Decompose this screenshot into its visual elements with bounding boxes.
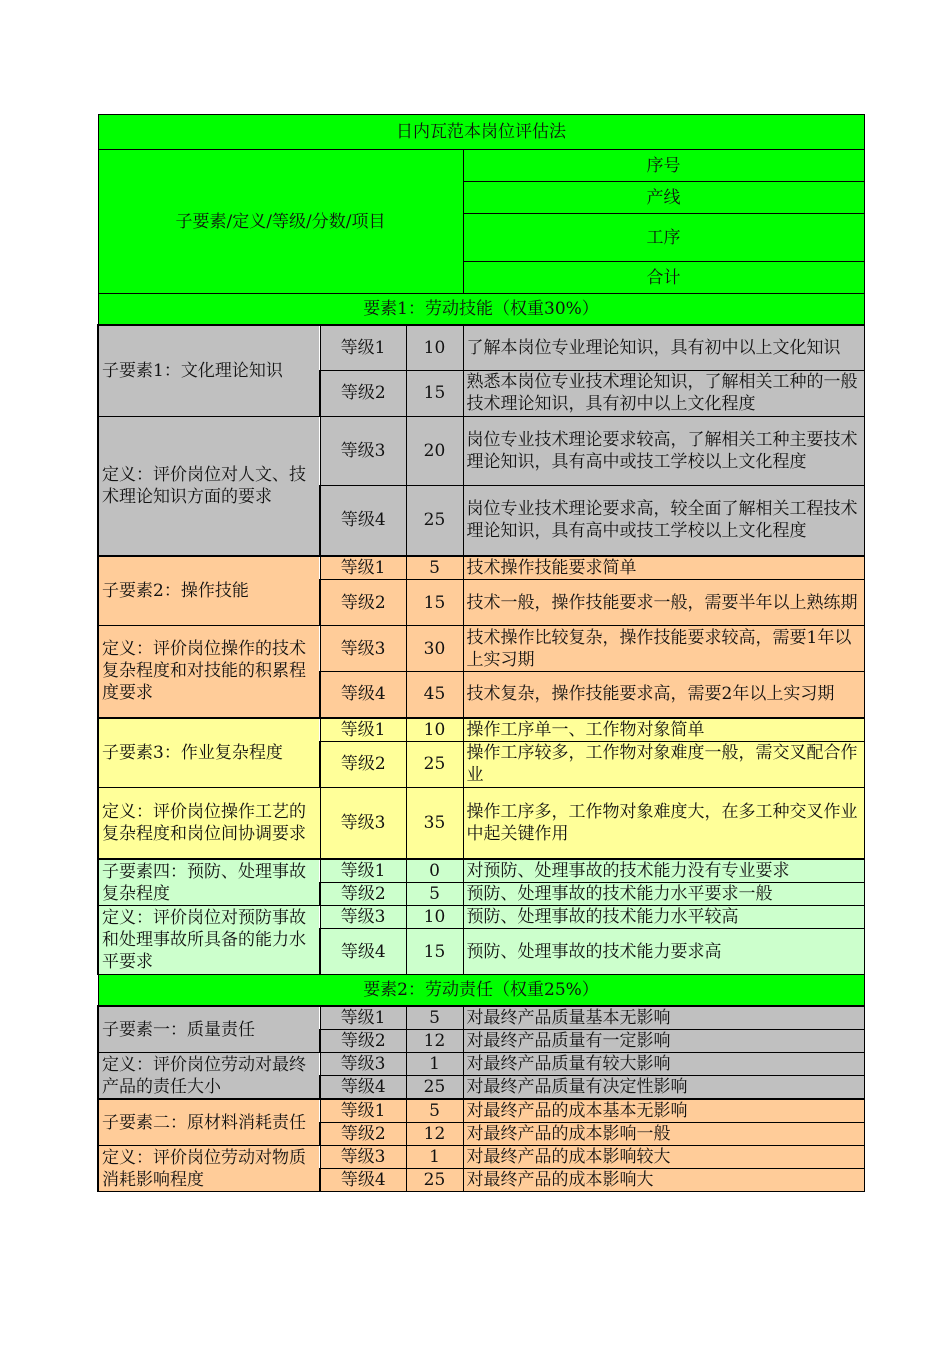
level-description: 对最终产品的成本影响一般 (463, 1123, 864, 1146)
sub-element-name: 子要素1：文化理论知识 (98, 325, 320, 416)
level-description: 预防、处理事故的技术能力水平要求一般 (463, 883, 864, 906)
level-score: 25 (406, 1076, 463, 1100)
level-score: 5 (406, 883, 463, 906)
level-description: 对最终产品质量有决定性影响 (463, 1076, 864, 1100)
sub-element-definition: 定义：评价岗位劳动对物质消耗影响程度 (98, 1146, 320, 1192)
level-description: 对最终产品的成本基本无影响 (463, 1099, 864, 1123)
level-description: 岗位专业技术理论要求高，较全面了解相关工程技术理论知识，具有高中或技工学校以上文化程度 (463, 485, 864, 556)
level-score: 12 (406, 1030, 463, 1053)
level-label: 等级4 (320, 1169, 406, 1192)
level-description: 操作工序较多，工作物对象难度一般，需交叉配合作业 (463, 741, 864, 787)
sub-element-name: 子要素四：预防、处理事故复杂程度 (98, 859, 320, 906)
level-description: 操作工序多，工作物对象难度大，在多工种交叉作业中起关键作用 (463, 787, 864, 859)
level-label: 等级3 (320, 626, 406, 672)
level-score: 10 (406, 718, 463, 742)
header-process: 工序 (463, 214, 864, 262)
level-description: 预防、处理事故的技术能力要求高 (463, 929, 864, 975)
level-description: 对最终产品质量有一定影响 (463, 1030, 864, 1053)
level-score: 15 (406, 929, 463, 975)
job-evaluation-table (97, 114, 865, 1192)
header-line: 产线 (463, 182, 864, 214)
level-score: 25 (406, 485, 463, 556)
level-label: 等级1 (320, 556, 406, 580)
level-description: 对预防、处理事故的技术能力没有专业要求 (463, 859, 864, 883)
sheet-title: 日内瓦范本岗位评估法 (98, 115, 864, 150)
sub-element-definition: 定义：评价岗位操作工艺的复杂程度和岗位间协调要求 (98, 787, 320, 859)
sub-element-definition: 定义：评价岗位劳动对最终产品的责任大小 (98, 1053, 320, 1100)
header-left-label: 子要素/定义/等级/分数/项目 (98, 150, 463, 294)
level-label: 等级3 (320, 787, 406, 859)
level-label: 等级1 (320, 859, 406, 883)
level-description: 对最终产品的成本影响大 (463, 1169, 864, 1192)
level-score: 45 (406, 672, 463, 718)
level-score: 10 (406, 906, 463, 929)
level-label: 等级1 (320, 1006, 406, 1030)
element1-title: 要素1：劳动技能（权重30%） (98, 294, 864, 326)
level-label: 等级2 (320, 883, 406, 906)
sub-element-definition: 定义：评价岗位对预防事故和处理事故所具备的能力水平要求 (98, 906, 320, 975)
level-label: 等级3 (320, 416, 406, 485)
level-description: 技术一般，操作技能要求一般，需要半年以上熟练期 (463, 580, 864, 626)
level-description: 操作工序单一、工作物对象简单 (463, 718, 864, 742)
level-score: 5 (406, 1006, 463, 1030)
level-label: 等级4 (320, 672, 406, 718)
level-score: 5 (406, 1099, 463, 1123)
level-description: 预防、处理事故的技术能力水平较高 (463, 906, 864, 929)
level-score: 10 (406, 325, 463, 370)
level-label: 等级1 (320, 1099, 406, 1123)
level-score: 25 (406, 1169, 463, 1192)
level-label: 等级2 (320, 1030, 406, 1053)
header-total: 合计 (463, 262, 864, 294)
sub-element-definition: 定义：评价岗位对人文、技术理论知识方面的要求 (98, 416, 320, 556)
level-score: 20 (406, 416, 463, 485)
level-label: 等级2 (320, 370, 406, 416)
level-label: 等级2 (320, 580, 406, 626)
level-description: 技术操作技能要求简单 (463, 556, 864, 580)
level-score: 35 (406, 787, 463, 859)
level-label: 等级2 (320, 741, 406, 787)
level-score: 0 (406, 859, 463, 883)
level-label: 等级3 (320, 1146, 406, 1169)
level-score: 12 (406, 1123, 463, 1146)
level-description: 技术操作比较复杂，操作技能要求较高，需要1年以上实习期 (463, 626, 864, 672)
sub-element-name: 子要素二：原材料消耗责任 (98, 1099, 320, 1146)
level-label: 等级1 (320, 325, 406, 370)
level-score: 1 (406, 1146, 463, 1169)
level-score: 5 (406, 556, 463, 580)
header-serial: 序号 (463, 150, 864, 182)
level-description: 熟悉本岗位专业技术理论知识，了解相关工种的一般技术理论知识，具有初中以上文化程度 (463, 370, 864, 416)
level-description: 对最终产品质量有较大影响 (463, 1053, 864, 1076)
level-score: 15 (406, 370, 463, 416)
sub-element-name: 子要素3：作业复杂程度 (98, 718, 320, 788)
level-score: 1 (406, 1053, 463, 1076)
level-score: 30 (406, 626, 463, 672)
level-label: 等级4 (320, 1076, 406, 1100)
level-description: 了解本岗位专业理论知识，具有初中以上文化知识 (463, 325, 864, 370)
level-score: 15 (406, 580, 463, 626)
level-label: 等级4 (320, 485, 406, 556)
level-label: 等级1 (320, 718, 406, 742)
level-label: 等级3 (320, 906, 406, 929)
sub-element-name: 子要素一：质量责任 (98, 1006, 320, 1053)
level-description: 对最终产品质量基本无影响 (463, 1006, 864, 1030)
level-label: 等级3 (320, 1053, 406, 1076)
level-label: 等级4 (320, 929, 406, 975)
level-label: 等级2 (320, 1123, 406, 1146)
sub-element-name: 子要素2：操作技能 (98, 556, 320, 626)
level-description: 技术复杂，操作技能要求高，需要2年以上实习期 (463, 672, 864, 718)
level-description: 对最终产品的成本影响较大 (463, 1146, 864, 1169)
level-score: 25 (406, 741, 463, 787)
element2-title: 要素2：劳动责任（权重25%） (98, 975, 864, 1007)
level-description: 岗位专业技术理论要求较高，了解相关工种主要技术理论知识，具有高中或技工学校以上文化程度 (463, 416, 864, 485)
sub-element-definition: 定义：评价岗位操作的技术复杂程度和对技能的积累程度要求 (98, 626, 320, 718)
